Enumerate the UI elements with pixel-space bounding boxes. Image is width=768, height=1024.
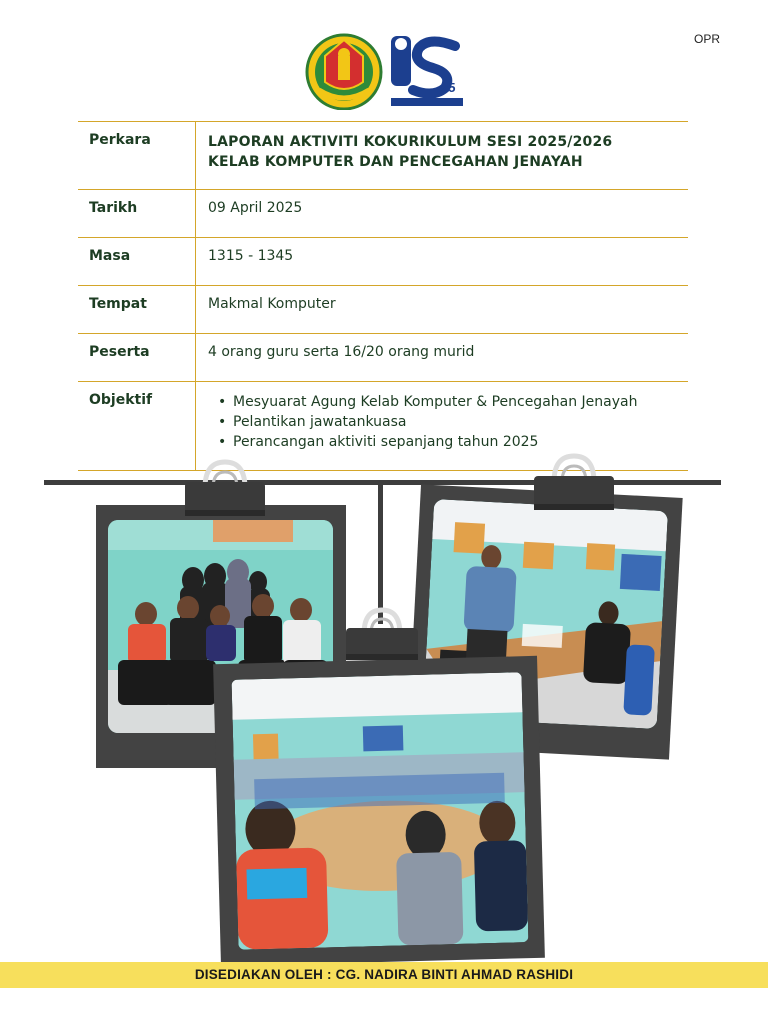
objektif-label: Objektif [78, 382, 196, 470]
masa-value: 1315 - 1345 [208, 248, 294, 264]
binder-clip-icon [344, 606, 420, 664]
row-perkara [78, 122, 688, 190]
ts25-program-logo [389, 32, 465, 110]
tempat-label: Tempat [78, 286, 196, 333]
row-peserta [78, 334, 688, 382]
row-masa [78, 238, 688, 286]
tarikh-value: 09 April 2025 [208, 200, 303, 216]
masa-label: Masa [78, 238, 196, 285]
row-tarikh [78, 190, 688, 238]
perkara-value [196, 122, 688, 189]
corner-code: OPR [693, 32, 720, 46]
svg-text:25: 25 [441, 80, 456, 95]
tempat-value: Makmal Komputer [208, 296, 336, 312]
peserta-label: Peserta [78, 334, 196, 381]
row-tempat [78, 286, 688, 334]
objective-item: • Perancangan aktiviti sepanjang tahun 2025 [218, 432, 688, 452]
objective-list [208, 392, 688, 452]
objective-item: • Pelantikan jawatankuasa [218, 412, 688, 432]
report-title: LAPORAN AKTIVITI KOKURIKULUM SESI 2025/2026 [208, 134, 613, 150]
activity-info-table [78, 121, 688, 471]
footer-banner [0, 962, 768, 988]
perkara-label: Perkara [78, 122, 196, 189]
prepared-by-text: DISEDIAKAN OLEH : CG. NADIRA BINTI AHMAD RASHIDI [194, 967, 574, 982]
header-logos [305, 32, 465, 112]
club-name: KELAB KOMPUTER DAN PENCEGAHAN JENAYAH [208, 154, 583, 170]
peserta-value: 4 orang guru serta 16/20 orang murid [208, 344, 475, 360]
school-crest-logo [305, 32, 383, 110]
binder-clip-icon [183, 458, 267, 520]
clothesline-vertical [378, 484, 383, 624]
photo-frame-bottom [213, 656, 545, 966]
binder-clip-icon [532, 452, 616, 514]
objective-item: • Mesyuarat Agung Kelab Komputer & Pencegahan Jenayah [218, 392, 688, 412]
students-round-table-photo [232, 672, 529, 949]
tarikh-label: Tarikh [78, 190, 196, 237]
